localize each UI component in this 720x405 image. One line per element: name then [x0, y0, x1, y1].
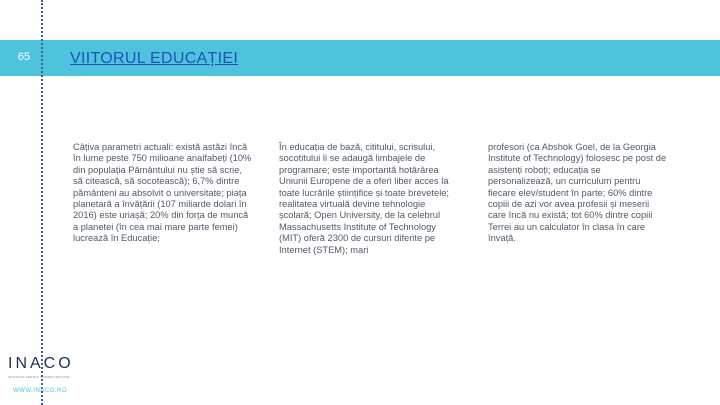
- body-column-1: Câțiva parametri actuali: există astăzi încă în lume peste 750 milioane analfabeți (10% din populația Pământului nu știe să scrie, să citească, să socotească); 6,7% dintre pământeni au absolvit o universitate; piața planetară a învățării (107 miliarde dolari în 2016) este uriașă; 20% din forța de muncă a planetei (în cea mai mare parte femei) lucrează în Educație;: [73, 142, 252, 244]
- body-column-2: În educația de bază, cititului, scrisului, socotitului li se adaugă limbajele de programare; este importantă hotărârea Uniunii Europene de a oferi liber acces la toate lucrările științifice și toate brevetele; realitatea virtuală devine tehnologie școlară; Open University, de la celebrul Massachusetts Institute of Technology (MIT) oferă 2300 de cursuri diferite pe Internet (STEM); mari: [279, 142, 450, 255]
- dotted-divider: [41, 0, 43, 405]
- inaco-logo: [8, 355, 78, 379]
- website-link[interactable]: WWW.INACO.RO: [13, 388, 67, 394]
- logo-wordmark: INACO: [8, 355, 74, 372]
- slide-title[interactable]: VIITORUL EDUCAȚIEI: [70, 50, 239, 67]
- body-column-3: profesori (ca Abshok Goel, de la Georgia Institute of Technology) folosesc pe post de asistenți roboți; educația se personalizează, un curriculum pentru fiecare elev/student în parte; 60% dintre copiii de azi vor avea profesii și meserii care încă nu există; tot 60% dintre copiii Terrei au un calculator în clasa în care învață.: [488, 142, 667, 244]
- logo-tagline: INITIATIVA PENTRU COMPETITIVITATE: [8, 375, 70, 379]
- page-number: 65: [17, 51, 31, 63]
